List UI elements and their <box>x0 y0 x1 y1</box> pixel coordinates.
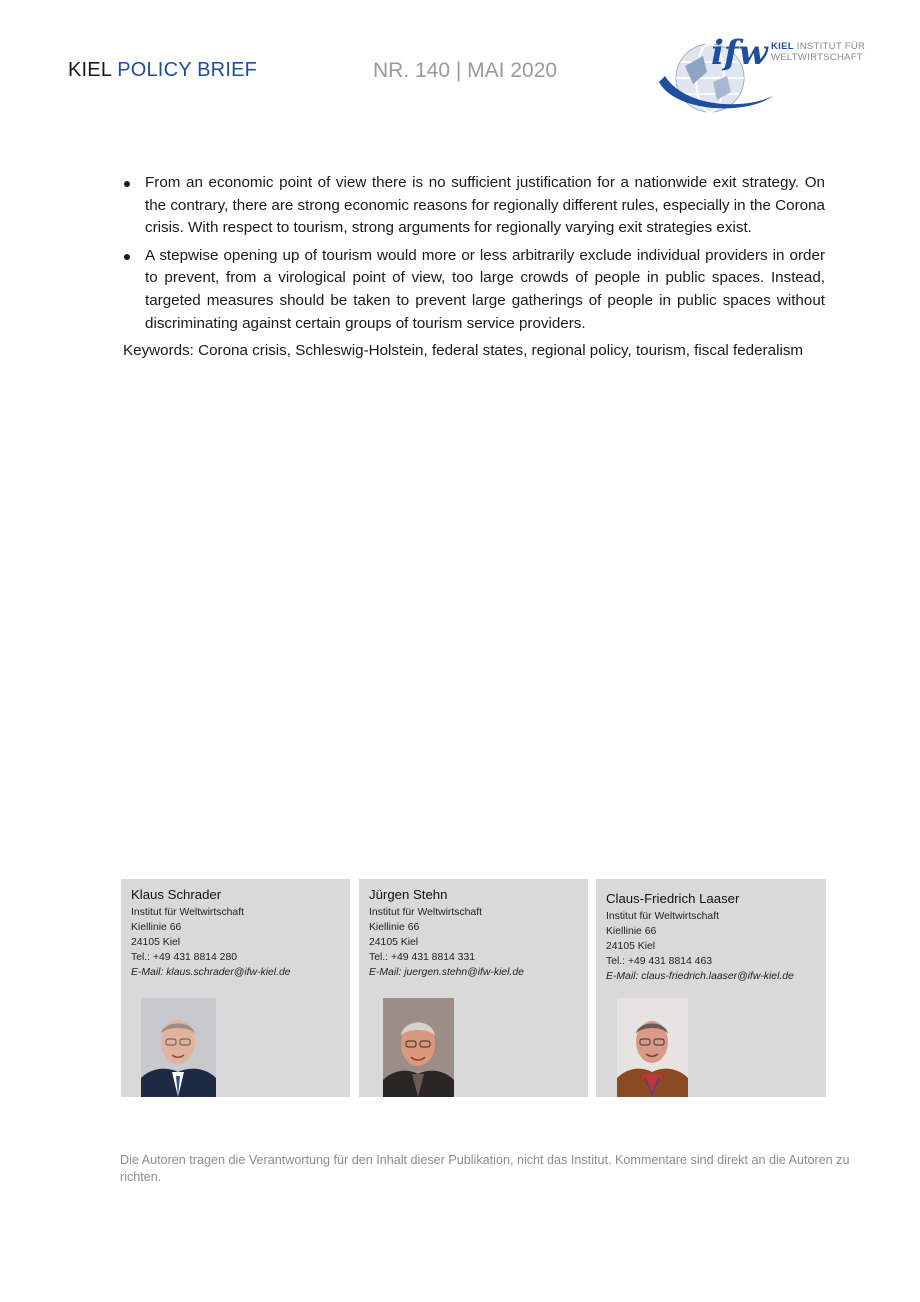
ifw-mark: ifw <box>711 33 768 73</box>
author-city: 24105 Kiel <box>369 937 419 948</box>
logo-kiel: KIEL <box>771 41 794 52</box>
disclaimer-note: Die Autoren tragen die Verantwortung für den Inhalt dieser Publikation, nicht das Institut. Kommentare sind direkt an die Autoren zu richten. <box>120 1153 850 1184</box>
author-street: Kiellinie 66 <box>131 922 182 933</box>
author-name: Claus-Friedrich Laaser <box>606 891 740 906</box>
issue-number: NR. 140 | MAI 2020 <box>373 59 558 82</box>
author-card <box>596 879 826 1097</box>
author-email: E-Mail: claus-friedrich.laaser@ifw-kiel.de <box>606 971 794 982</box>
logo-institut: INSTITUT FÜR <box>796 41 866 52</box>
author-card <box>121 879 350 1097</box>
keywords <box>123 340 825 363</box>
publication-series-title <box>68 59 257 82</box>
author-street: Kiellinie 66 <box>369 922 420 933</box>
portrait-icon <box>141 998 216 1097</box>
author-city: 24105 Kiel <box>606 941 656 952</box>
summary-section <box>123 172 825 363</box>
summary-bullet-list <box>123 172 825 335</box>
author-photo <box>617 998 688 1097</box>
author-photo <box>141 998 216 1097</box>
author-name: Jürgen Stehn <box>369 887 448 902</box>
author-photo <box>383 998 454 1097</box>
portrait-icon <box>617 998 688 1097</box>
author-institute: Institut für Weltwirtschaft <box>131 907 244 918</box>
author-city: 24105 Kiel <box>131 937 181 948</box>
author-email: E-Mail: klaus.schrader@ifw-kiel.de <box>131 967 291 978</box>
series-name: POLICY BRIEF <box>117 59 258 81</box>
globe-logo-icon <box>655 26 870 114</box>
summary-bullet: From an economic point of view there is no sufficient justification for a nationwide exit strategy. On the contrary, there are strong economic reasons for regionally different rules, especially in the Corona crisis. With respect to tourism, strong arguments for regionally varying exit strategies exist. <box>123 172 825 240</box>
author-name: Klaus Schrader <box>131 887 222 902</box>
author-institute: Institut für Weltwirtschaft <box>606 911 719 922</box>
author-institute: Institut für Weltwirtschaft <box>369 907 482 918</box>
logo-weltwirtschaft: WELTWIRTSCHAFT <box>771 52 863 63</box>
author-email: E-Mail: juergen.stehn@ifw-kiel.de <box>369 967 524 978</box>
logo-wordmark <box>771 41 865 63</box>
summary-bullet: A stepwise opening up of tourism would more or less arbitrarily exclude individual providers in order to prevent, from a virological point of view, too large crowds of people in public spaces. Instead, targeted measures should be taken to prevent large gatherings of people in public spaces without discriminating against certain groups of tourism service providers. <box>123 245 825 335</box>
author-card <box>359 879 588 1097</box>
author-phone: Tel.: +49 431 8814 331 <box>369 952 476 963</box>
author-phone: Tel.: +49 431 8814 463 <box>606 956 713 967</box>
author-street: Kiellinie 66 <box>606 926 657 937</box>
keywords-text: Corona crisis, Schleswig-Holstein, federal states, regional policy, tourism, fiscal federalism <box>198 342 804 360</box>
portrait-icon <box>383 998 454 1097</box>
author-contacts <box>121 879 826 1097</box>
ifw-logo <box>655 26 870 114</box>
author-phone: Tel.: +49 431 8814 280 <box>131 952 238 963</box>
keywords-label: Keywords: <box>123 342 194 360</box>
series-prefix: KIEL <box>68 59 112 81</box>
